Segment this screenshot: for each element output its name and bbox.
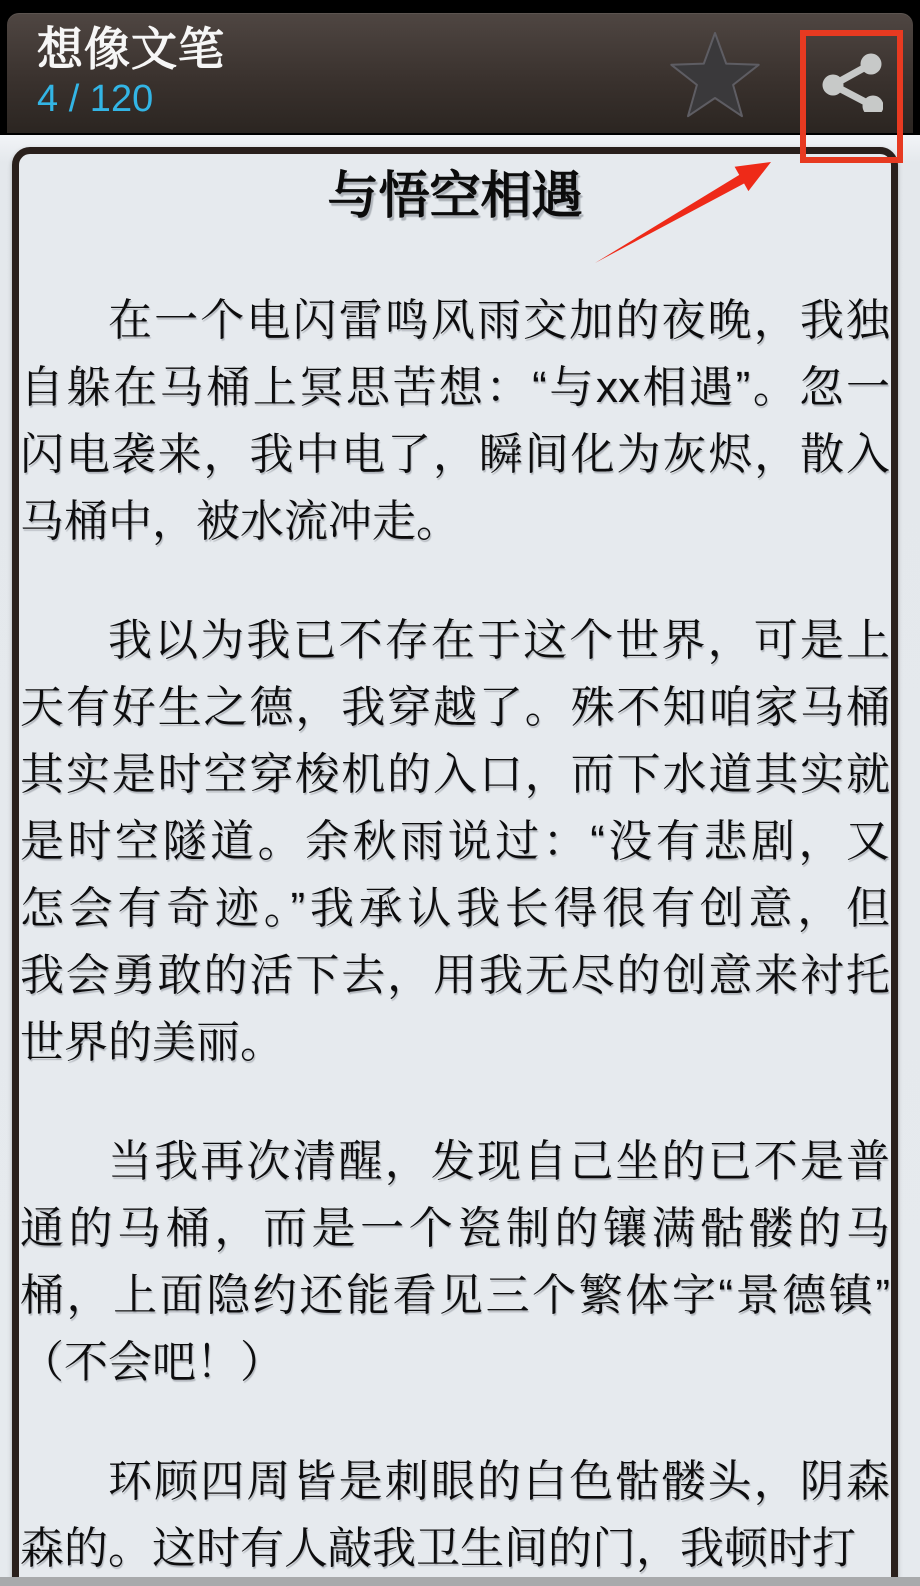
header-bar [0,0,920,135]
app-title: 想像文笔 [37,23,225,75]
article-body [20,287,890,1582]
text-line: 通的马桶，而是一个瓷制的镶满骷髅的马 [20,1204,890,1253]
text-line: 当我再次清醒，发现自己坐的已不是普 [108,1137,890,1186]
bottom-cutoff-strip [0,1577,920,1586]
paragraph [20,287,890,555]
text-line: 环顾四周皆是刺眼的白色骷髅头，阴森 [108,1457,890,1506]
text-line: 我会勇敢的活下去，用我无尽的创意来衬托 [20,951,890,1000]
text-line: （不会吧！） [20,1338,284,1387]
page-card [12,147,898,1586]
share-button[interactable] [806,37,896,127]
text-line: 自躲在马桶上冥思苦想：“与xx相遇”。忽一 [20,363,890,412]
text-line: 天有好生之德，我穿越了。殊不知咱家马桶 [20,683,890,732]
share-icon [819,48,883,117]
content-area [0,135,920,1586]
text-line: 世界的美丽。 [20,1018,284,1067]
text-line: 是时空隧道。余秋雨说过：“没有悲剧，又 [20,817,890,866]
star-icon [669,31,761,128]
page-indicator[interactable]: 4 / 120 [37,78,154,120]
favorite-button[interactable] [662,26,768,132]
text-line: 桶，上面隐约还能看见三个繁体字“景德镇” [20,1271,890,1320]
paragraph [20,607,890,1076]
article-title: 与悟空相遇 [327,167,583,224]
text-line: 闪电袭来，我中电了，瞬间化为灰烬，散入 [20,430,890,479]
header-panel [7,13,913,133]
text-line: 怎会有奇迹。”我承认我长得很有创意，但 [20,884,890,933]
text-line: 我以为我已不存在于这个世界，可是上 [108,616,890,665]
text-line: 其实是时空穿梭机的入口，而下水道其实就 [20,750,890,799]
text-line: 森的。这时有人敲我卫生间的门，我顿时打 [20,1524,856,1573]
paragraph [20,1128,890,1396]
paragraph [20,1448,890,1582]
text-line: 在一个电闪雷鸣风雨交加的夜晚，我独 [108,296,890,345]
text-line: 马桶中，被水流冲走。 [20,497,460,546]
